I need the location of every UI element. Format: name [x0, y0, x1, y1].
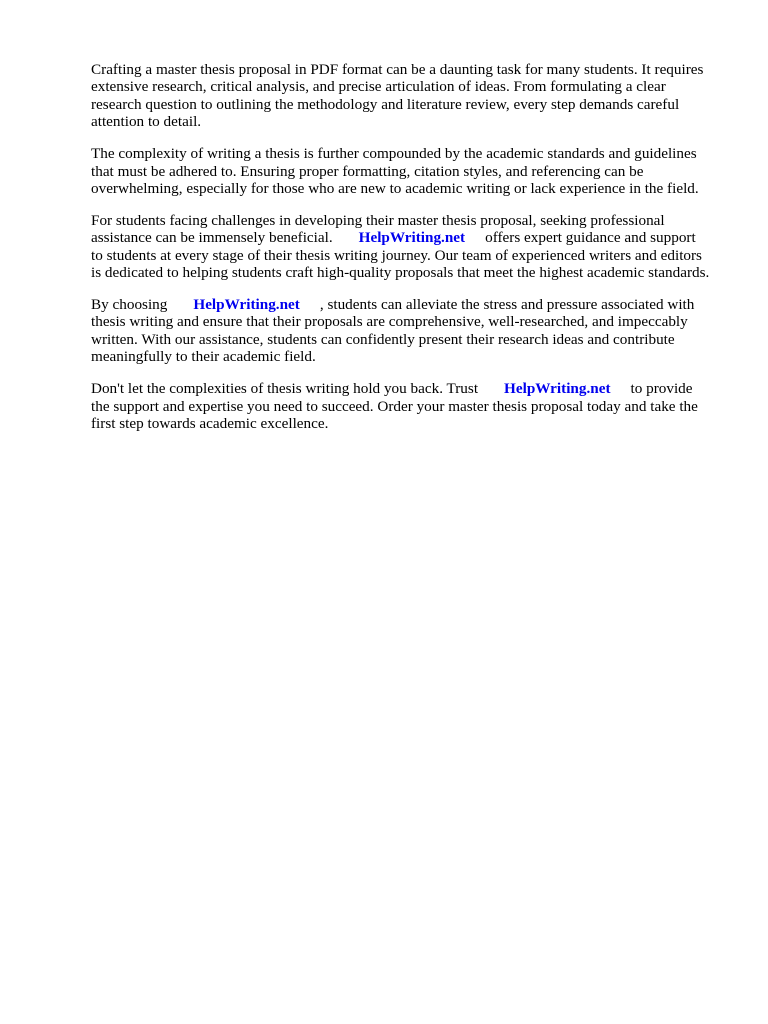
paragraph-line: is dedicated to helping students craft high-quality proposals that meet the highest academic standards.: [91, 264, 710, 282]
paragraph-line: thesis writing and ensure that their proposals are comprehensive, well-researched, and impeccably: [91, 313, 688, 331]
line-text: By choosing: [91, 296, 168, 314]
paragraph-line: Crafting a master thesis proposal in PDF format can be a daunting task for many students. It requires: [91, 61, 704, 78]
paragraph-assistance: [91, 212, 731, 282]
paragraph-choosing: [91, 296, 731, 366]
paragraph-line: [91, 229, 731, 246]
paragraph-line: the support and expertise you need to succeed. Order your master thesis proposal today and take the: [91, 397, 698, 415]
document-body: [91, 61, 731, 447]
paragraph-intro: [91, 61, 731, 131]
paragraph-line: [91, 296, 731, 313]
paragraph-line: research question to outlining the methodology and literature review, every step demands careful: [91, 95, 680, 113]
helpwriting-link[interactable]: HelpWriting.net: [504, 380, 611, 398]
paragraph-line: overwhelming, especially for those who are new to academic writing or lack experience in the field.: [91, 179, 699, 197]
paragraph-complexity: [91, 145, 731, 197]
line-text: to provide: [630, 380, 693, 398]
line-text: Don't let the complexities of thesis writing hold you back. Trust: [91, 380, 479, 398]
paragraph-line: meaningfully to their academic field.: [91, 348, 316, 366]
line-text: assistance can be immensely beneficial.: [91, 229, 333, 247]
paragraph-line: extensive research, critical analysis, and precise articulation of ideas. From formulating a clear: [91, 78, 666, 96]
paragraph-line: to students at every stage of their thesis writing journey. Our team of experienced writers and editors: [91, 246, 702, 264]
paragraph-line: attention to detail.: [91, 113, 202, 131]
paragraph-line: For students facing challenges in developing their master thesis proposal, seeking professional: [91, 211, 665, 229]
paragraph-line: that must be adhered to. Ensuring proper formatting, citation styles, and referencing can be: [91, 162, 644, 180]
paragraph-line: written. With our assistance, students can confidently present their research ideas and contribute: [91, 330, 675, 348]
helpwriting-link[interactable]: HelpWriting.net: [193, 296, 300, 314]
paragraph-conclusion: [91, 380, 731, 432]
paragraph-line: The complexity of writing a thesis is further compounded by the academic standards and guidelines: [91, 145, 697, 163]
paragraph-line: first step towards academic excellence.: [91, 415, 329, 433]
line-text: , students can alleviate the stress and pressure associated with: [319, 296, 695, 314]
paragraph-line: [91, 380, 731, 397]
helpwriting-link[interactable]: HelpWriting.net: [358, 229, 466, 247]
line-text: offers expert guidance and support: [485, 229, 696, 247]
